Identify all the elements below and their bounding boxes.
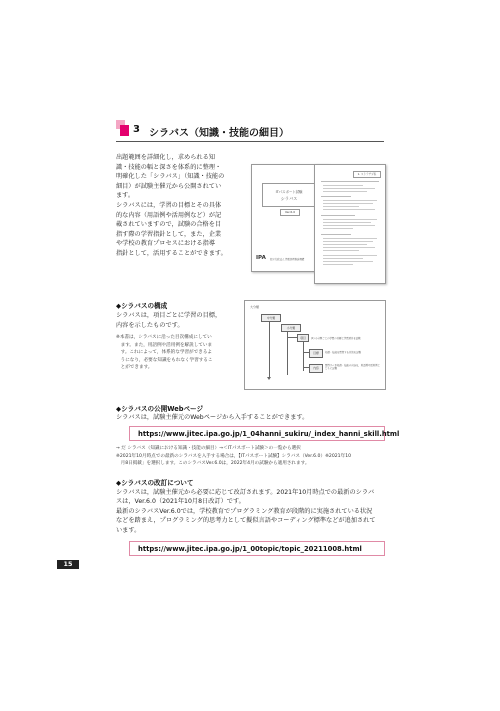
intro-line: ます。 [116,192,135,200]
intro-line: シラバスには，学習の目標とその具体 [116,201,222,209]
cover-title-box [262,183,316,207]
revision-line: シラバスは，試験主催元から必要に応じて改訂されます。2021年10月時点での最新のシラバ [116,489,375,496]
ipa-logo: IPA [256,255,266,261]
cover-org: 独立行政法人 情報処理推進機構 [270,258,305,261]
revision-line: などを踏まえ，プログラミング的思考力として擬似言語やコーディング標準などが追加されて [116,517,376,525]
intro-line: 的な内容（用語例や活用例など）が記 [116,211,222,219]
diagram-box-small: 小分類 [281,324,301,332]
diagram-box-goal: 目標 [309,349,323,358]
intro-text [116,153,227,259]
page-number-tab [57,560,79,569]
structure-note-line: とができます。 [116,365,153,371]
webpage-heading: ◆シラバスの公開Webページ [116,405,204,413]
diagram-box-item: 項目 [297,334,309,342]
diagram-hline [287,337,297,338]
webpage-notes [116,445,351,468]
syllabus-page-image [314,164,386,284]
section-rule [116,141,384,142]
intro-line: 載されていますので，試験の合格を目 [116,221,222,229]
revision-line: います。 [116,526,141,534]
page-number: 15 [63,560,73,568]
diagram-vline [269,322,270,378]
structure-note-line: ※本書は，シラバスに沿った目次構成にしてい [116,335,212,340]
diagram-caption: 大分類 [250,305,260,309]
revision-line: スは，Ver.6.0（2021年10月8日改訂）です。 [116,498,245,506]
intro-line: 細目）が試験主催元から公開されてい [116,182,222,190]
revision-text [116,488,376,535]
diagram-item-desc: (1) 小分類ごとの学習の目標と学習項目を記載 [311,337,361,340]
diagram-goal-desc: 知識・技能を習得する目的を記載 [325,351,361,354]
intro-line: 出題範囲を詳細化し，求められる知 [116,154,215,161]
cover-title-line: ITパスポート試験 [275,190,303,194]
structure-text [116,311,221,330]
structure-note-line: ます。また，用語例や活用例を解説していま [116,342,213,348]
structure-notes [116,334,212,372]
diagram-arrow [267,377,271,380]
structure-line: 内容を示したものです。 [116,321,184,329]
structure-note-line: うになり，必要な知識をもれなく学習するこ [116,357,213,363]
intro-line: や学校の教育プロセスにおける指導 [116,240,215,248]
structure-line: シラバスは，項目ごとに学習の目標， [116,312,222,319]
section-number: 3 [133,124,140,135]
diagram-box-content: 内容 [309,364,323,373]
revision-line: 最新のシラバスVer.6.0では，学校教育でプログラミング教育が段階的に実施されている状況 [116,507,373,515]
diagram-hline-content [303,367,309,368]
diagram-box-medium: 中分類 [261,314,281,322]
revision-url-link[interactable]: https://www.jitec.ipa.go.jp/1_00topic/topic_20211008.html [129,541,385,556]
intro-line: 指針として，活用することができます。 [116,249,227,257]
section-title: シラバス（知識・技能の細目） [149,128,289,139]
intro-line: 識・技能の幅と深さを体系的に整理・ [116,163,222,171]
webpage-note-line: ※2021年10月時点での最新のシラバスを入手する場合は，【ITパスポート試験】シラバス（Ver.6.0）※2021年10 [116,453,352,459]
intro-line: 指す際の学習指針として，また，企業 [116,230,222,238]
diagram-hline-goal [303,352,309,353]
structure-heading: ◆シラバスの構成 [116,302,168,310]
syllabus-url-link[interactable]: https://www.jitec.ipa.go.jp/1_04hanni_sukiru/_index_hanni_skill.html [129,426,385,441]
cover-version-box: Ver.6.0 [280,209,300,216]
intro-line: 明確化した「シラバス」（知識・技能の [116,173,225,181]
structure-note-line: す。これによって，体系的な学習ができるよ [116,350,213,356]
webpage-text: シラバスは，試験主催元のWebページから入手することができます。 [116,414,309,421]
syllabus-structure-diagram [244,300,386,390]
revision-heading: ◆シラバスの改訂について [116,479,194,487]
webpage-note-line: 月8日掲載」を選択します。このシラバスVer.6.0は，2022年4月の試験から適用されます。 [116,461,310,467]
page-header-box: 1. ストラテジ系 [353,171,381,178]
cover-title-line: シラバス [280,196,298,201]
diagram-content-desc: 習得すべき知識・技能の内容を，用語例や活用例とともに記載 [325,364,380,371]
webpage-note-line: → だ シラバス（知識における知識・技能の細目）→＜ITパスポート試験＞の一覧から選択 [116,446,301,451]
section-marker [116,120,130,136]
